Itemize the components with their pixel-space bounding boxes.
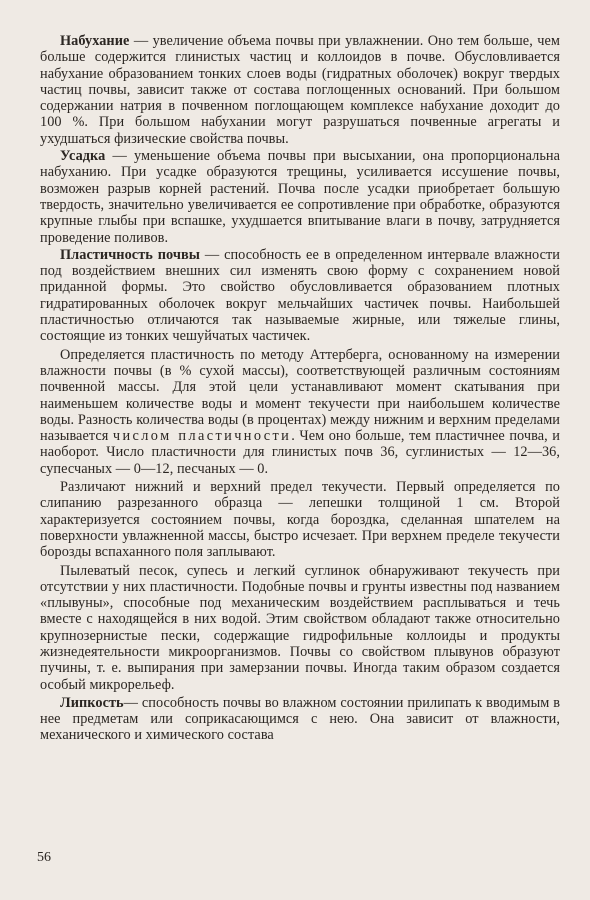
definition-plasticity: — способность ее в определенном интервале влажности под воздействием внешних сил изменять свою форму с сохранением новой приданной формы. Это свойство обусловливается образованием плотных гидратированных оболочек вокруг мельчайших частичек почвы. Наибольшей пластичностью отличаются так называемые жирные, или тяжелые глины, состоящие из тонких чешуйчатых частичек. (40, 246, 560, 345)
quicksand-text: Пылеватый песок, супесь и легкий суглинок обнаруживают текучесть при отсутствии у них пластичности. Подобные почвы и грунты известны под названием «плывуны», способные под механическим воздействием расплываться и течь вместе с находящейся в них водой. Этим свойством обладают также относительно крупнозернистые пески, содержащие гидрофильные коллоиды и продукты жизнедеятельности микроорганизмов. Почвы со свойством плывунов образуют пучины, т. е. выпирания при замерзании почвы. Иногда таким образом создается особый микрорельеф. (40, 562, 560, 693)
term-shrinkage: Усадка (60, 148, 106, 165)
term-plasticity: Пластичность почвы (60, 246, 200, 263)
atterberg-text-after: . Чем оно больше, тем пластичнее почва, и наоборот. Число пластичности для глинистых почв 36, суглинистых — 12—36, супесчаных — 0—12, песчаных — 0. (40, 428, 560, 477)
definition-stickiness: — способность почвы во влажном состоянии прилипать к вводимым в нее предметам или соприкасающимся с нею. Она зависит от влажности, механического и химического состава (40, 694, 560, 744)
paragraph-fluidity-limits (40, 479, 560, 560)
paragraph-shrinkage (40, 148, 560, 246)
paragraph-quicksand (40, 563, 560, 693)
paragraph-stickiness (40, 695, 560, 744)
definition-shrinkage: — уменьшение объема почвы при высыхании, она пропорциональна набуханию. При усадке образуются трещины, усиливается иссушение почвы, возможен разрыв корней растений. Почва после усадки приобретает большую твердость, значительно увеличивается ее сопротивление при обработке, образуются крупные глыбы при вспашке, ухудшается впитывание влаги в почву, затрудняется проведение поливов. (40, 148, 560, 246)
limits-text: Различают нижний и верхний предел текучести. Первый определяется по слипанию разрезанного образца — лепешки толщиной 1 см. Второй характеризуется состоянием почвы, когда бороздка, сделанная шпателем на поверхности увлажненной массы, быстро исчезает. При верхнем пределе текучести борозды вспаханного поля заплывают. (40, 479, 560, 561)
paragraph-atterberg-method (40, 347, 560, 477)
term-swelling: Набухание (60, 33, 130, 49)
term-stickiness: Липкость (60, 694, 124, 711)
definition-swelling: — увеличение объема почвы при увлажнении. Оно тем больше, чем больше содержится глинистых частиц и коллоидов в почве. Обусловливается набухание образованием тонких слоев воды (гидратных оболочек) вокруг твердых частиц почвы, зависит также от состава поглощенных оснований. При большом содержании натрия в почвенном поглощающем комплексе набухание доходит до 100 %. При большом набухании могут разрушаться почвенные агрегаты и ухудшаться физические свойства почвы. (40, 33, 560, 147)
page-number: 56 (37, 850, 51, 865)
atterberg-text-before: Определяется пластичность по методу Аттерберга, основанному на измерении влажности почвы (в % сухой массы), соответствующей различным состояниям почвенной массы. Для этой цели устанавливают момент скатывания при наименьшем количестве воды и момент текучести при наибольшем количестве воды. Разность количества воды (в процентах) между нижним и верхним пределами называется (40, 346, 560, 445)
plasticity-number-term: числом пластичности (112, 428, 292, 445)
paragraph-plasticity (40, 247, 560, 345)
paragraph-swelling (40, 33, 560, 147)
